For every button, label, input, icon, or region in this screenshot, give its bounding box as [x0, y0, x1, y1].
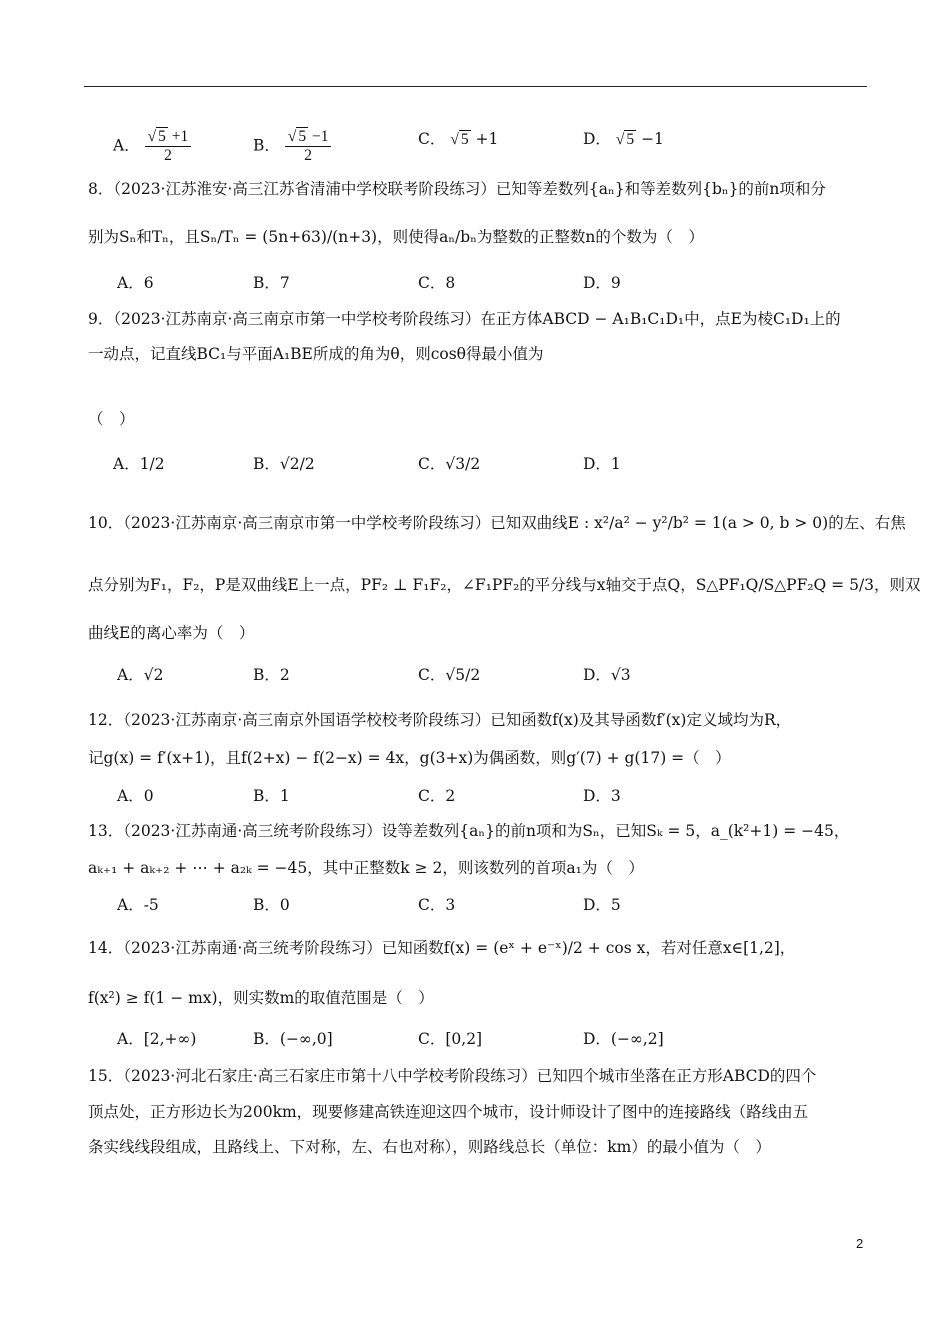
q13-option-d: D．5: [583, 896, 621, 914]
q14-option-d: D．(−∞,2]: [583, 1030, 664, 1048]
q15-line-3: 条实线线段组成，且路线上、下对称，左、右也对称），则路线总长（单位：km）的最小值为（ ）: [88, 1138, 771, 1156]
page-number: 2: [856, 1236, 864, 1251]
header-rule: [84, 86, 867, 87]
q9-line-2: 一动点，记直线BC₁与平面A₁BE所成的角为θ，则cosθ得最小值为: [88, 345, 544, 363]
q12-option-d: D．3: [583, 787, 621, 805]
q13-option-c: C．3: [418, 896, 456, 914]
q9-line-3: （ ）: [88, 410, 135, 428]
q7-option-b: B． $\frac{√ 5 -1}{2}$: [253, 128, 331, 165]
q12-option-a: A．0: [117, 787, 154, 805]
q15-line-2: 顶点处，正方形边长为200km，现要修建高铁连迎这四个城市，设计师设计了图中的连接路线（路线由五: [88, 1103, 809, 1121]
q10-line-1: 10．（2023·江苏南京·高三南京市第一中学校考阶段练习）已知双曲线E : x²/a² − y²/b² = 1(a > 0, b > 0)的左、右焦: [88, 514, 906, 532]
q10-option-c: C．√5/2: [418, 666, 481, 684]
q14-line-2: f(x²) ≥ f(1 − mx)，则实数m的取值范围是（ ）: [88, 989, 434, 1007]
q9-option-a: A．1/2: [113, 455, 165, 473]
q13-line-2: aₖ₊₁ + aₖ₊₂ + ⋯ + a₂ₖ = −45，其中正整数k ≥ 2，则该数列的首项a₁为（ ）: [88, 859, 644, 877]
q8-option-c: C．8: [418, 274, 456, 292]
q9-option-c: C．√3/2: [418, 455, 481, 473]
q8-option-d: D．9: [583, 274, 621, 292]
q8-line-1: 8．（2023·江苏淮安·高三江苏省清浦中学校联考阶段练习）已知等差数列{aₙ}和等差数列{bₙ}的前n项和分: [88, 180, 826, 198]
q12-line-2: 记g(x) = f′(x+1)，且f(2+x) − f(2−x) = 4x，g(3+x)为偶函数，则g′(7) + g(17) =（ ）: [88, 749, 731, 767]
q14-option-a: A．[2,+∞): [117, 1030, 197, 1048]
q9-line-1: 9．（2023·江苏南京·高三南京市第一中学校考阶段练习）在正方体ABCD − A₁B₁C₁D₁中，点E为棱C₁D₁上的: [88, 310, 841, 328]
q7-option-d: D． √ 5 −1: [583, 130, 664, 148]
q12-line-1: 12．（2023·江苏南京·高三南京外国语学校校考阶段练习）已知函数f(x)及其导函数f′(x)定义域均为R，: [88, 711, 792, 729]
q13-option-a: A．-5: [117, 896, 159, 914]
q10-option-a: A．√2: [117, 666, 164, 684]
q14-line-1: 14．（2023·江苏南通·高三统考阶段练习）已知函数f(x) = (eˣ + e⁻ˣ)/2 + cos x，若对任意x∈[1,2]，: [88, 939, 796, 957]
q8-line-2: 别为Sₙ和Tₙ，且Sₙ/Tₙ = (5n+63)/(n+3)，则使得aₙ/bₙ为整数的正整数n的个数为（ ）: [88, 228, 704, 246]
q9-option-b: B．√2/2: [253, 455, 315, 473]
q15-line-1: 15．（2023·河北石家庄·高三石家庄市第十八中学校考阶段练习）已知四个城市坐落在正方形ABCD的四个: [88, 1067, 817, 1085]
q12-option-c: C．2: [418, 787, 456, 805]
q10-option-b: B．2: [253, 666, 290, 684]
fraction: $\frac{√ 5 +1}{2}$: [145, 128, 192, 165]
fraction: $\frac{√ 5 -1}{2}$: [285, 128, 332, 165]
q9-option-d: D．1: [583, 455, 621, 473]
q10-option-d: D．√3: [583, 666, 631, 684]
q7-option-a: A． $\frac{√ 5 +1}{2}$: [113, 128, 191, 165]
q12-option-b: B．1: [253, 787, 290, 805]
q7-option-c: C． √ 5 +1: [418, 130, 499, 148]
q13-line-1: 13．（2023·江苏南通·高三统考阶段练习）设等差数列{aₙ}的前n项和为Sₙ，已知Sₖ = 5，a_(k²+1) = −45，: [88, 822, 850, 840]
q10-line-2: 点分别为F₁，F₂，P是双曲线E上一点，PF₂ ⊥ F₁F₂，∠F₁PF₂的平分线与x轴交于点Q，S△PF₁Q/S△PF₂Q = 5/3，则双: [88, 576, 921, 594]
q10-line-3: 曲线E的离心率为（ ）: [88, 624, 255, 642]
q13-option-b: B．0: [253, 896, 290, 914]
q14-option-b: B．(−∞,0]: [253, 1030, 333, 1048]
q14-option-c: C．[0,2]: [418, 1030, 483, 1048]
q8-option-a: A．6: [117, 274, 154, 292]
q8-option-b: B．7: [253, 274, 290, 292]
